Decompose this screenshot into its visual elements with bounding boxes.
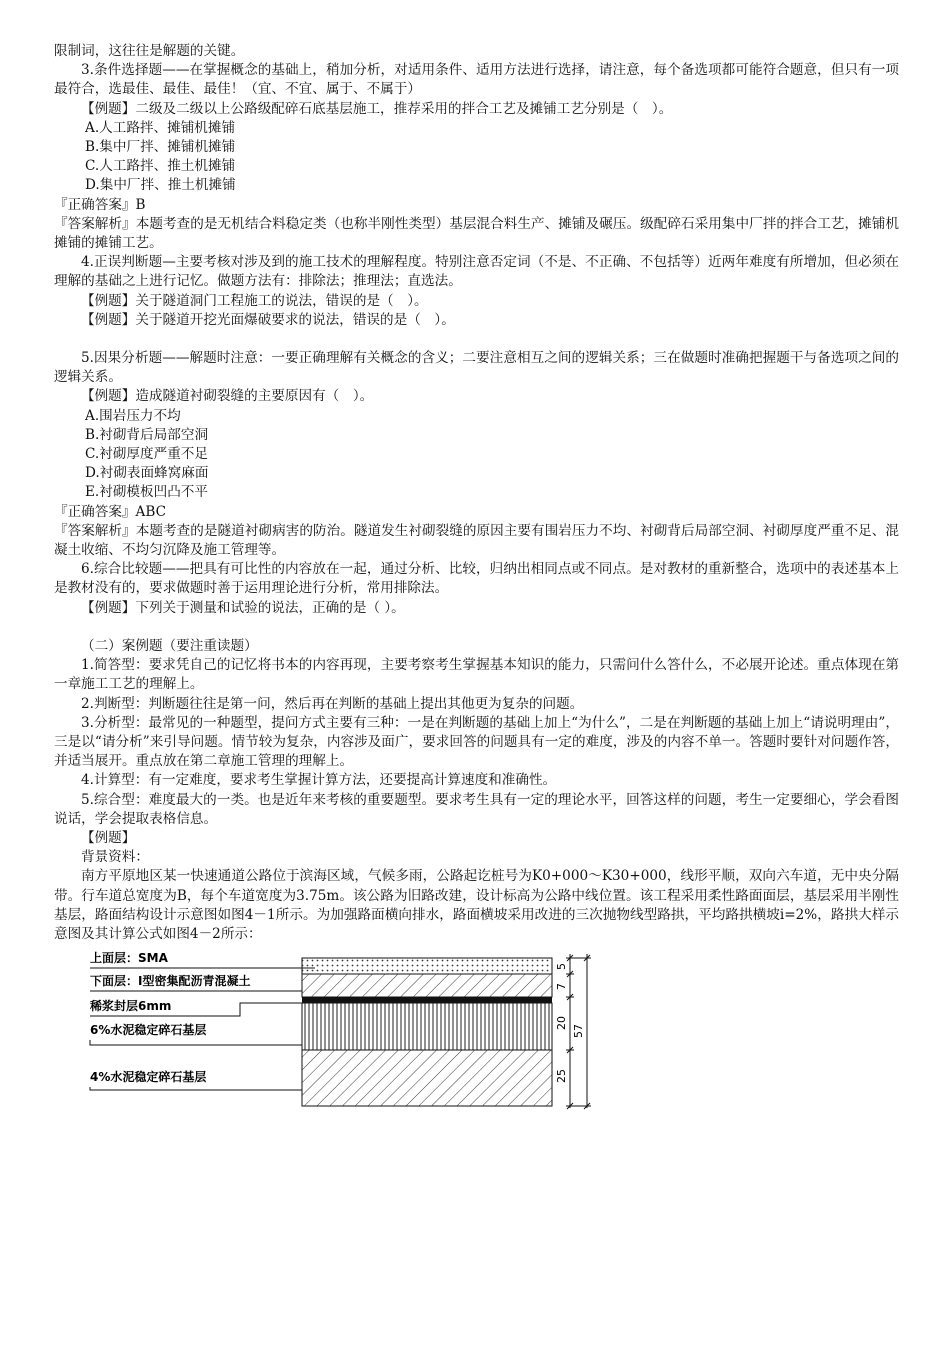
paragraph: 南方平原地区某一快速通道公路位于滨海区域，气候多雨，公路起讫桩号为K0+000～K30+000，线形平顺，双向六车道，无中央分隔带。行车道总宽度为B，每个车道宽度为3.75m。该公路为旧路改建，设计标高为公路中线位置。该工程采用柔性路面面层，基层采用半刚性基层，路面结构设计示意图如图4－1所示。为加强路面横向排水，路面横坡采用改进的三次抛物线型路拱，平均路拱横坡i=2%，路拱大样示意图及其计算公式如图4－2所示：	[54, 868, 899, 942]
paragraph: 5.综合型：难度最大的一类。也是近年来考核的重要题型。要求考生具有一定的理论水平，回答这样的问题，考生一定要细心，学会看图说话，学会提取表格信息。	[54, 791, 899, 827]
dimension-label: 5	[555, 963, 568, 970]
example-question: 【例题】造成隧道衬砌裂缝的主要原因有（ ）。	[81, 388, 374, 405]
paragraph: 3.条件选择题——在掌握概念的基础上，稍加分析，对适用条件、适用方法进行选择，请注意，每个备选项都可能符合题意，但只有一项最符合，选最佳、最佳、最佳！（宜、不宜、属于、不属于）	[54, 62, 899, 98]
layer-asphalt-concrete	[302, 974, 552, 997]
paragraph: 3.分析型：最常见的一种题型，提问方式主要有三种：一是在判断题的基础上加上“为什么”，二是在判断题的基础上加上“请说明理由”，三是以“请分析”来引导问题。情节较为复杂，内容涉及面广，要求回答的问题具有一定的难度，涉及的内容不单一。答题时要针对问题作答，并适当展开。重点放在第二章施工管理的理解上。	[54, 714, 899, 770]
example-question: 【例题】关于隧道洞门工程施工的说法，错误的是（ ）。	[81, 292, 428, 309]
dimension-label: 20	[555, 1016, 568, 1030]
answer-analysis: 『答案解析』本题考查的是隧道衬砌病害的防治。隧道发生衬砌裂缝的原因主要有围岩压力不均、衬砌背后局部空洞、衬砌厚度严重不足、混凝土收缩、不均匀沉降及施工管理等。	[54, 522, 899, 559]
document-body	[54, 42, 899, 944]
dimension-label: 25	[555, 1069, 568, 1083]
layer-sma	[302, 958, 552, 974]
paragraph: 2.判断型：判断题往往是第一问，然后再在判断的基础上提出其他更为复杂的问题。	[81, 695, 584, 712]
background-heading: 背景资料：	[81, 849, 149, 866]
pavement-structure-figure	[80, 948, 620, 1113]
layer-label: 稀浆封层6mm	[90, 999, 172, 1013]
correct-answer: 『正确答案』B	[54, 196, 146, 213]
example-label: 【例题】	[81, 829, 136, 846]
option: E.衬砌模板凹凸不平	[85, 484, 208, 501]
layer-label: 下面层：Ⅰ型密集配沥青混凝土	[90, 974, 251, 988]
layer-cement-6	[302, 1003, 552, 1050]
layer-label: 上面层：SMA	[90, 951, 168, 965]
example-question: 【例题】关于隧道开挖光面爆破要求的说法，错误的是（ ）。	[81, 311, 455, 328]
paragraph: 1.简答型：要求凭自己的记忆将书本的内容再现，主要考察考生掌握基本知识的能力，只需问什么答什么，不必展开论述。重点体现在第一章施工工艺的理解上。	[54, 657, 899, 693]
layer-cement-4	[302, 1050, 552, 1106]
layer-slurry-seal	[302, 997, 552, 1003]
paragraph: 限制词，这往往是解题的关键。	[54, 43, 245, 59]
spacer	[54, 618, 899, 637]
option: A.人工路拌、摊铺机摊铺	[85, 119, 236, 136]
dimension-label: 7	[555, 983, 568, 990]
option: B.衬砌背后局部空洞	[85, 426, 209, 443]
spacer	[54, 330, 899, 349]
option: A.围岩压力不均	[85, 407, 181, 424]
option: C.衬砌厚度严重不足	[85, 446, 208, 463]
paragraph: 4.正误判断题—主要考核对涉及到的施工技术的理解程度。特别注意否定词（不是、不正确、不包括等）近两年难度有所增加，但必须在理解的基础之上进行记忆。做题方法有：排除法；推理法；直选法。	[54, 254, 899, 290]
paragraph: 4.计算型：有一定难度，要求考生掌握计算方法，还要提高计算速度和准确性。	[81, 772, 557, 789]
example-question: 【例题】二级及二级以上公路级配碎石底基层施工，推荐采用的拌合工艺及摊铺工艺分别是（ ）。	[81, 100, 673, 117]
answer-analysis: 『答案解析』本题考查的是无机结合料稳定类（也称半刚性类型）基层混合料生产、摊铺及碾压。级配碎石采用集中厂拌的拌合工艺，摊铺机摊铺的摊铺工艺。	[54, 215, 899, 252]
example-question: 【例题】下列关于测量和试验的说法，正确的是（ ）。	[81, 599, 405, 616]
layer-label: 6%水泥稳定碎石基层	[90, 1023, 207, 1037]
correct-answer: 『正确答案』ABC	[54, 503, 167, 520]
option: D.衬砌表面蜂窝麻面	[85, 465, 209, 482]
option: D.集中厂拌、推土机摊铺	[85, 177, 236, 194]
paragraph: 6.综合比较题——把具有可比性的内容放在一起，通过分析、比较，归纳出相同点或不同点。是对教材的重新整合，选项中的表述基本上是教材没有的，要求做题时善于运用理论进行分析，常用排除法。	[54, 561, 899, 597]
option: B.集中厂拌、摊铺机摊铺	[85, 139, 236, 156]
pavement-structure-diagram	[80, 948, 620, 1113]
layer-label: 4%水泥稳定碎石基层	[90, 1070, 207, 1084]
dimension-label: 57	[572, 1024, 585, 1038]
option: C.人工路拌、推土机摊铺	[85, 158, 236, 175]
section-heading: （二）案例题（要注重读题）	[81, 637, 258, 654]
paragraph: 5.因果分析题——解题时注意：一要正确理解有关概念的含义；二要注意相互之间的逻辑关系；三在做题时准确把握题干与备选项之间的逻辑关系。	[54, 350, 899, 386]
